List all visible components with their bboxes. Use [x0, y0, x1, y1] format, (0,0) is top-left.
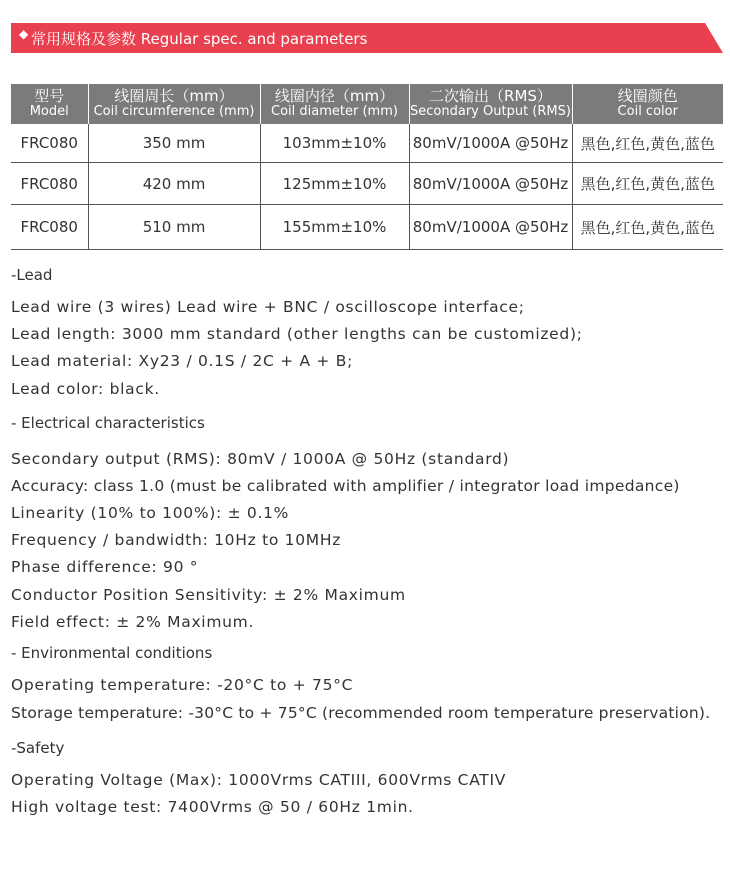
cell-output: 80mV/1000A @50Hz — [409, 205, 572, 250]
cell-diameter: 103mm±10% — [260, 124, 409, 163]
safety-line: High voltage test: 7400Vrms @ 50 / 60Hz 1min. — [11, 798, 414, 816]
header-coil-color: 线圈颜色 Coil color — [572, 84, 723, 124]
cell-color: 黑色,红色,黄色,蓝色 — [572, 124, 723, 163]
environmental-heading: - Environmental conditions — [11, 644, 213, 662]
spec-table — [11, 84, 723, 250]
lead-line: Lead color: black. — [11, 380, 160, 398]
safety-heading: -Safety — [11, 739, 65, 757]
lead-heading: -Lead — [11, 266, 53, 284]
banner-title: 常用规格及参数 Regular spec. and parameters — [31, 30, 368, 48]
cell-output: 80mV/1000A @50Hz — [409, 124, 572, 163]
electrical-heading: - Electrical characteristics — [11, 414, 205, 432]
cell-circumference: 350 mm — [88, 124, 260, 163]
cell-model: FRC080 — [11, 124, 88, 163]
electrical-line: Linearity (10% to 100%): ± 0.1% — [11, 504, 290, 522]
header-model: 型号 Model — [11, 84, 88, 124]
lead-line: Lead length: 3000 mm standard (other lengths can be customized); — [11, 325, 583, 343]
table-row — [11, 205, 723, 250]
electrical-line: Phase difference: 90 ° — [11, 558, 199, 576]
electrical-line: Accuracy: class 1.0 (must be calibrated with amplifier / integrator load impedance) — [11, 477, 680, 495]
environmental-line: Operating temperature: -20°C to + 75°C — [11, 676, 354, 694]
header-coil-diameter: 线圈内径（mm） Coil diameter (mm) — [260, 84, 409, 124]
header-secondary-output: 二次输出（RMS） Secondary Output (RMS) — [409, 84, 572, 124]
diamond-bullet-icon: ◆ — [19, 27, 29, 41]
cell-diameter: 155mm±10% — [260, 205, 409, 250]
lead-line: Lead material: Xy23 / 0.1S / 2C + A + B; — [11, 352, 353, 370]
table-row — [11, 124, 723, 163]
cell-model: FRC080 — [11, 205, 88, 250]
cell-color: 黑色,红色,黄色,蓝色 — [572, 205, 723, 250]
cell-circumference: 420 mm — [88, 163, 260, 205]
cell-color: 黑色,红色,黄色,蓝色 — [572, 163, 723, 205]
cell-model: FRC080 — [11, 163, 88, 205]
header-coil-circumference: 线圈周长（mm） Coil circumference (mm) — [88, 84, 260, 124]
electrical-line: Secondary output (RMS): 80mV / 1000A @ 50Hz (standard) — [11, 450, 510, 468]
electrical-line: Field effect: ± 2% Maximum. — [11, 613, 255, 631]
safety-line: Operating Voltage (Max): 1000Vrms CATIII, 600Vrms CATIV — [11, 771, 507, 789]
cell-circumference: 510 mm — [88, 205, 260, 250]
lead-line: Lead wire (3 wires) Lead wire + BNC / oscilloscope interface; — [11, 298, 525, 316]
electrical-line: Conductor Position Sensitivity: ± 2% Maximum — [11, 586, 406, 604]
cell-diameter: 125mm±10% — [260, 163, 409, 205]
table-header-row — [11, 84, 723, 124]
environmental-line: Storage temperature: -30°C to + 75°C (recommended room temperature preservation). — [11, 704, 711, 722]
cell-output: 80mV/1000A @50Hz — [409, 163, 572, 205]
electrical-line: Frequency / bandwidth: 10Hz to 10MHz — [11, 531, 342, 549]
section-banner — [11, 23, 723, 53]
table-row — [11, 163, 723, 205]
